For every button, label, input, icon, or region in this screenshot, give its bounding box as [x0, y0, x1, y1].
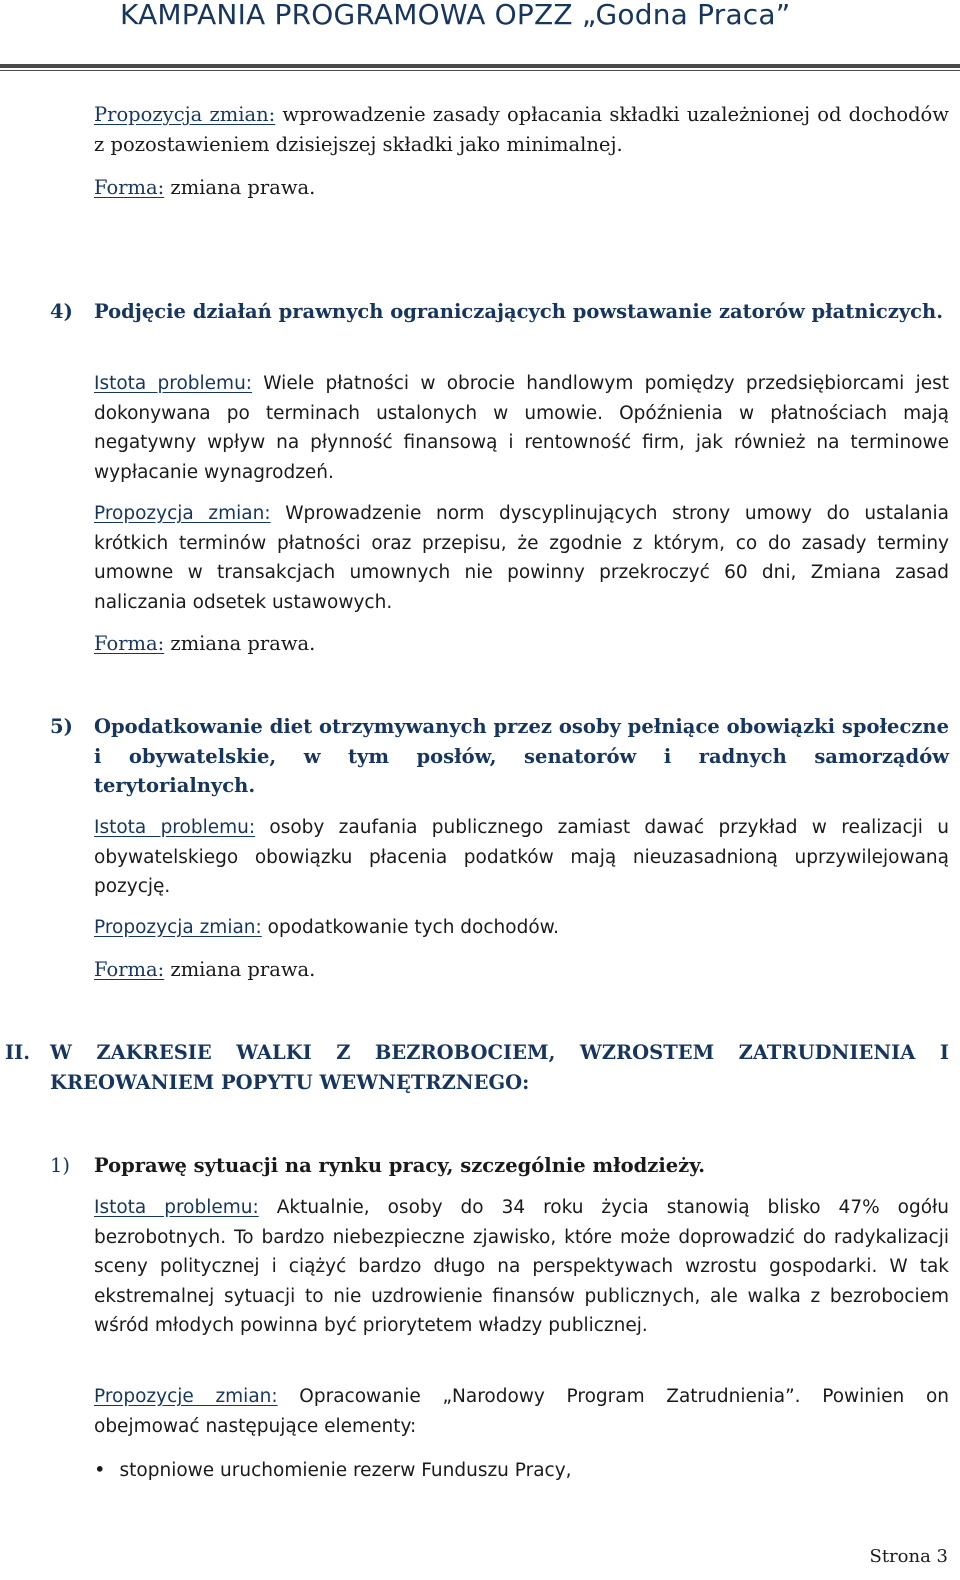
- issue-label: Istota problemu:: [94, 817, 256, 838]
- issue-label: Istota problemu:: [94, 373, 253, 394]
- proposal-text: Wprowadzenie norm dyscyplinujących strony umowy do ustalania krótkich terminów płatności oraz przepisu, że zgodnie z którym, co do zasady terminy umowne w transakcjach umownych nie powinny przekroczyć 60 dni, Zmiana zasad naliczania odsetek ustawowych.: [94, 503, 950, 613]
- issue-text: Aktualnie, osoby do 34 roku życia stanowią blisko 47% ogółu bezrobotnych. To bardzo niebezpieczne zjawisko, które może doprowadzić do radykalizacji sceny politycznej i ciążyć bardzo długo na perspektywach wzrostu gospodarki. W tak ekstremalnej sytuacji to nie uzdrowienie finansów publicznych, ale walka z bezrobociem wśród młodych powinna być priorytetem władzy publicznej.: [94, 1197, 949, 1336]
- form-label: Forma:: [94, 632, 165, 655]
- bullet-text: stopniowe uruchomienie rezerw Funduszu Pracy,: [119, 1460, 572, 1481]
- form-label: Forma:: [94, 176, 165, 199]
- item-1-issue-paragraph: [94, 1193, 949, 1341]
- bullet-item: [94, 1455, 572, 1486]
- item-1-number: 1): [50, 1154, 71, 1177]
- proposal-text: wprowadzenie zasady opłacania składki uzależnionej od dochodów z pozostawieniem dzisiejszej składki jako minimalnej.: [94, 103, 949, 156]
- form-text: zmiana prawa.: [164, 632, 316, 655]
- top-proposal-paragraph: [94, 100, 949, 159]
- header-divider-thin: [0, 70, 960, 71]
- item-5-title: Opodatkowanie diet otrzymywanych przez osoby pełniące obowiązki społeczne i obywatelskie, w tym posłów, senatorów i radnych samorządów terytorialnych.: [94, 715, 949, 797]
- section-2-title: W ZAKRESIE WALKI Z BEZROBOCIEM, WZROSTEM ZATRUDNIENIA I KREOWANIEM POPYTU WEWNĘTRZNEGO:: [50, 1041, 949, 1094]
- proposal-text: Opracowanie „Narodowy Program Zatrudnienia”. Powinien on obejmować następujące elementy:: [94, 1386, 950, 1437]
- proposal-text: opodatkowanie tych dochodów.: [261, 917, 559, 938]
- item-4-title: Podjęcie działań prawnych ograniczających powstawanie zatorów płatniczych.: [94, 300, 944, 323]
- top-form-paragraph: [94, 173, 949, 203]
- page-header-title: KAMPANIA PROGRAMOWA OPZZ „Godna Praca”: [120, 0, 791, 31]
- form-text: zmiana prawa.: [164, 958, 316, 981]
- issue-text: osoby zaufania publicznego zamiast dawać przykład w realizacji u obywatelskiego obowiązku płacenia podatków mają nieuzasadnioną uprzywilejowaną pozycję.: [94, 817, 949, 897]
- proposal-label: Propozycje zmian:: [94, 1386, 278, 1407]
- item-5-form-paragraph: [94, 955, 949, 985]
- proposal-label: Propozycja zmian:: [94, 103, 276, 126]
- item-5-number: 5): [50, 715, 73, 738]
- header-divider-thick: [0, 64, 960, 68]
- bullet-dot-icon: •: [94, 1458, 106, 1481]
- item-1-title: Poprawę sytuacji na rynku pracy, szczególnie młodzieży.: [94, 1154, 706, 1177]
- issue-text: Wiele płatności w obrocie handlowym pomiędzy przedsiębiorcami jest dokonywana po terminach ustalonych w umowie. Opóźnienia w płatnościach mają negatywny wpływ na płynność finansową i rentowność firm, jak również na terminowe wypłacanie wynagrodzeń.: [94, 373, 949, 483]
- form-label: Forma:: [94, 958, 165, 981]
- section-2-number: II.: [5, 1041, 31, 1064]
- proposal-label: Propozycja zmian:: [94, 503, 271, 524]
- item-4-form-paragraph: [94, 629, 949, 659]
- item-4-proposal-paragraph: [94, 499, 949, 617]
- proposal-label: Propozycja zmian:: [94, 917, 262, 938]
- item-5-issue-paragraph: [94, 813, 949, 902]
- form-text: zmiana prawa.: [164, 176, 316, 199]
- item-5-proposal-paragraph: [94, 913, 949, 943]
- item-4-issue-paragraph: [94, 369, 949, 487]
- issue-label: Istota problemu:: [94, 1197, 259, 1218]
- item-1-proposal-paragraph: [94, 1382, 949, 1441]
- item-4-number: 4): [50, 300, 73, 323]
- page-number: Strona 3: [869, 1546, 948, 1567]
